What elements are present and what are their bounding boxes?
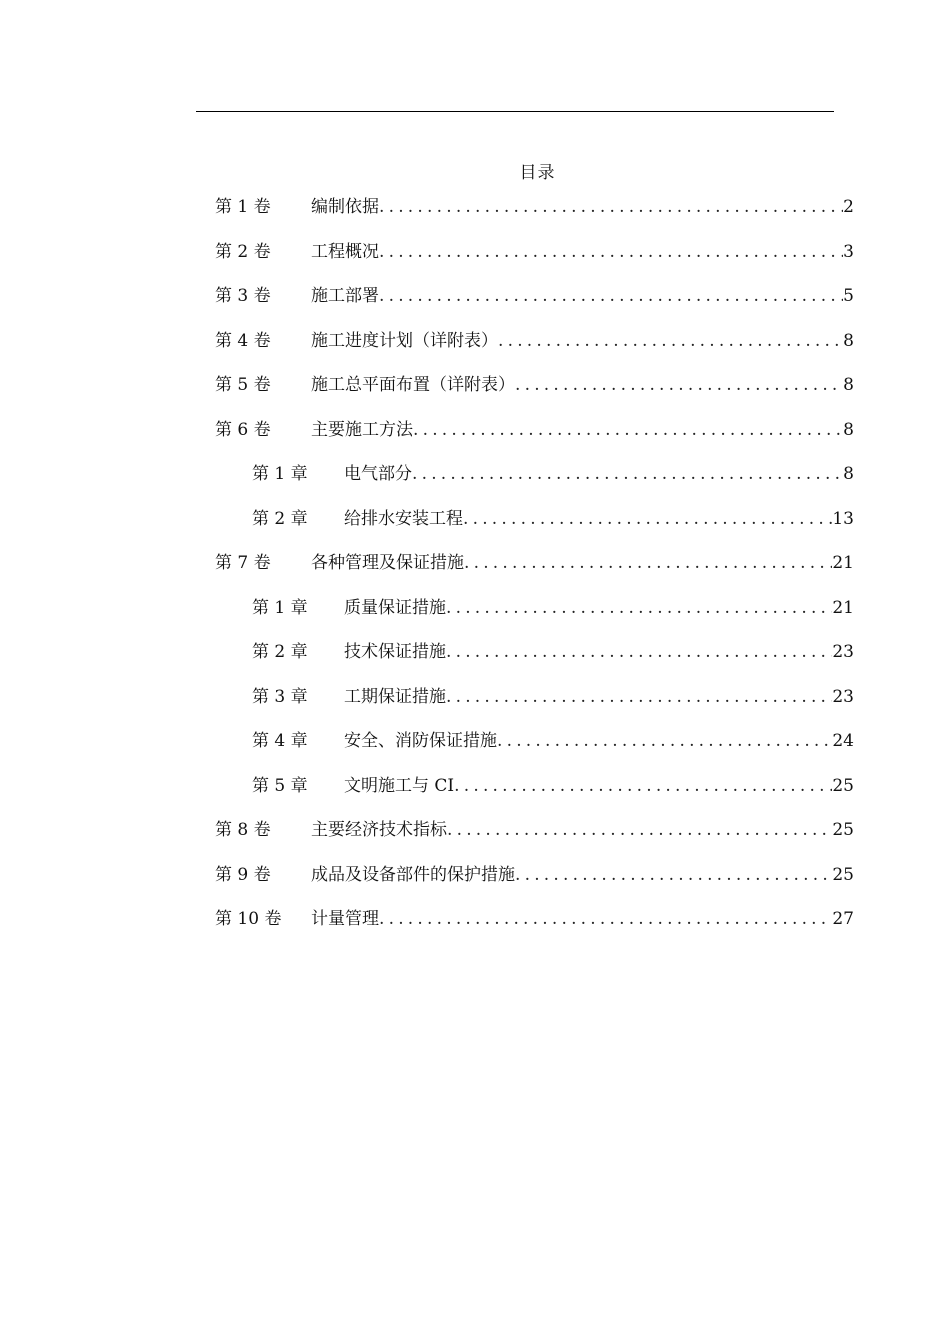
toc-entry-number: 第 5 章 xyxy=(252,775,308,796)
toc-entry-page: 27 xyxy=(832,909,854,929)
toc-leader-dots xyxy=(497,731,832,751)
toc-entry-number: 第 5 卷 xyxy=(215,375,271,395)
toc-entry-label: 施工进度计划（详附表） xyxy=(311,330,498,351)
toc-entry-page: 21 xyxy=(832,553,854,573)
toc-entry-page: 25 xyxy=(832,864,854,885)
toc-entry-page: 8 xyxy=(843,464,854,484)
toc-entry-number: 第 3 卷 xyxy=(215,286,271,306)
toc-leader-dots xyxy=(447,820,832,840)
toc-entry-page: 23 xyxy=(832,686,854,707)
toc-leader-dots xyxy=(515,375,843,395)
toc-subentry[interactable] xyxy=(252,593,854,619)
toc-leader-dots xyxy=(379,242,843,262)
toc-entry-page: 23 xyxy=(832,642,854,662)
toc-entry-number: 第 4 章 xyxy=(252,731,308,751)
toc-subentry[interactable] xyxy=(252,771,854,797)
toc-entry-page: 5 xyxy=(843,286,854,306)
toc-subentry[interactable] xyxy=(252,726,854,752)
toc-entry-number: 第 2 卷 xyxy=(215,241,271,262)
toc-entry[interactable] xyxy=(215,326,854,352)
toc-entry-page: 2 xyxy=(843,197,854,217)
toc-entry-label: 各种管理及保证措施 xyxy=(311,553,464,573)
toc-leader-dots xyxy=(463,509,832,529)
toc-subentry[interactable] xyxy=(252,682,854,708)
toc-entry-number: 第 7 卷 xyxy=(215,553,271,573)
toc-subentry[interactable] xyxy=(252,504,854,530)
toc-leader-dots xyxy=(379,286,843,306)
toc-entry-label: 施工总平面布置（详附表） xyxy=(311,375,515,395)
toc-entry[interactable] xyxy=(215,237,854,263)
toc-entry-label: 工程概况 xyxy=(311,241,379,262)
toc-entry-page: 13 xyxy=(832,508,854,529)
toc-entry-number: 第 2 章 xyxy=(252,642,308,662)
toc-entry-label: 主要施工方法 xyxy=(311,419,413,440)
toc-entry-page: 25 xyxy=(832,775,854,796)
toc-entry-page: 21 xyxy=(832,597,854,618)
toc-entry-page: 3 xyxy=(843,241,854,262)
toc-entry-label: 计量管理 xyxy=(311,909,379,929)
toc-entry[interactable] xyxy=(215,904,854,930)
toc-leader-dots xyxy=(446,642,832,662)
header-rule xyxy=(196,111,834,112)
toc-entry-label: 编制依据 xyxy=(311,197,379,217)
toc-entry-page: 8 xyxy=(843,419,854,440)
toc-entry[interactable] xyxy=(215,815,854,841)
toc-leader-dots xyxy=(446,598,832,618)
toc-leader-dots xyxy=(464,553,832,573)
toc-entry-page: 8 xyxy=(843,330,854,351)
toc-entry[interactable] xyxy=(215,192,854,218)
toc-entry-label: 成品及设备部件的保护措施 xyxy=(311,864,515,885)
toc-leader-dots xyxy=(515,865,832,885)
toc-leader-dots xyxy=(412,464,843,484)
toc-entry[interactable] xyxy=(215,548,854,574)
toc-entry-label: 文明施工与 CI xyxy=(344,775,455,796)
toc-entry-page: 8 xyxy=(843,375,854,395)
toc-entry-number: 第 10 卷 xyxy=(215,909,282,929)
toc-leader-dots xyxy=(413,420,843,440)
toc-entry-label: 给排水安装工程 xyxy=(344,508,463,529)
toc-leader-dots xyxy=(379,197,843,217)
toc-subentry[interactable] xyxy=(252,459,854,485)
toc-entry-number: 第 1 章 xyxy=(252,597,308,618)
toc-entry-label: 电气部分 xyxy=(344,464,412,484)
toc-entry-page: 24 xyxy=(832,731,854,751)
toc-subentry[interactable] xyxy=(252,637,854,663)
toc-entry-number: 第 6 卷 xyxy=(215,419,271,440)
toc-entry-number: 第 9 卷 xyxy=(215,864,271,885)
toc-entry[interactable] xyxy=(215,281,854,307)
toc-leader-dots xyxy=(379,909,832,929)
toc-entry-label: 质量保证措施 xyxy=(344,597,446,618)
toc-entry-label: 施工部署 xyxy=(311,286,379,306)
toc-entry-page: 25 xyxy=(832,820,854,840)
toc-entry-label: 工期保证措施 xyxy=(344,686,446,707)
toc-entry-number: 第 1 卷 xyxy=(215,197,271,217)
toc-leader-dots xyxy=(454,776,832,796)
toc-entry-label: 安全、消防保证措施 xyxy=(344,731,497,751)
toc-entry-number: 第 2 章 xyxy=(252,508,308,529)
toc-title: 目录 xyxy=(519,163,556,183)
toc-leader-dots xyxy=(498,331,843,351)
toc-entry-number: 第 8 卷 xyxy=(215,820,271,840)
toc-entry[interactable] xyxy=(215,860,854,886)
toc-entry-number: 第 1 章 xyxy=(252,464,308,484)
toc-entry-label: 主要经济技术指标 xyxy=(311,820,447,840)
toc-leader-dots xyxy=(446,687,832,707)
toc-entry-number: 第 4 卷 xyxy=(215,330,271,351)
toc-entry-label: 技术保证措施 xyxy=(344,642,446,662)
toc-entry[interactable] xyxy=(215,415,854,441)
toc-entry[interactable] xyxy=(215,370,854,396)
toc-entry-number: 第 3 章 xyxy=(252,686,308,707)
